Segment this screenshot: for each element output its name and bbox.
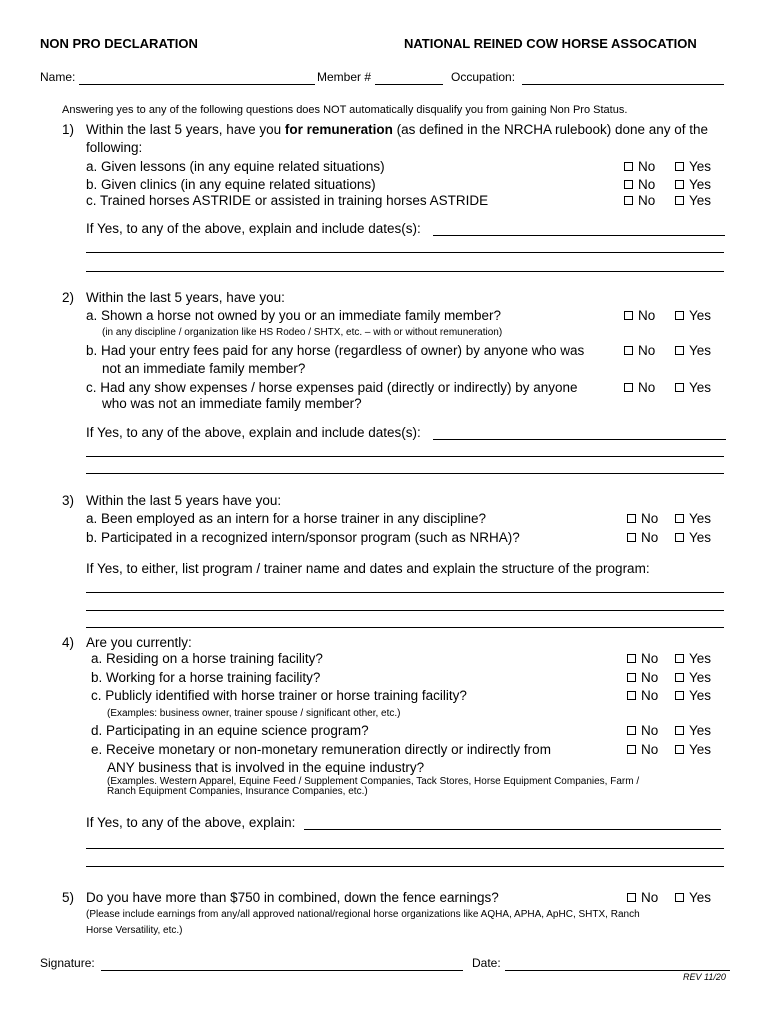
q4-item-c: c. Publicly identified with horse trainer or horse training facility? <box>91 688 467 703</box>
q3-number: 3) <box>62 493 75 508</box>
q2-number: 2) <box>62 290 75 305</box>
checkbox-icon[interactable] <box>675 745 684 754</box>
q2-explain-label: If Yes, to any of the above, explain and include dates(s): <box>86 425 421 440</box>
name-label: Name: <box>40 70 76 84</box>
q3-item-a: a. Been employed as an intern for a horse trainer in any discipline? <box>86 511 486 526</box>
q4-explain-label: If Yes, to any of the above, explain: <box>86 815 296 830</box>
q4e-yes-option[interactable]: Yes <box>675 742 711 757</box>
occupation-label: Occupation: <box>451 70 516 84</box>
q4d-yes-option[interactable]: Yes <box>675 723 711 738</box>
q4c-yes-option[interactable]: Yes <box>675 688 711 703</box>
intro-text: Answering yes to any of the following questions does NOT automatically disqualify you from gaining Non Pro Status. <box>62 104 628 116</box>
q3-explain-label: If Yes, to either, list program / trainer name and dates and explain the structure of the program: <box>86 561 650 576</box>
revision-label: REV 11/20 <box>683 972 726 982</box>
occupation-field-line[interactable] <box>522 84 724 85</box>
checkbox-icon[interactable] <box>675 311 684 320</box>
q4-item-d: d. Participating in an equine science program? <box>91 723 369 738</box>
q2b-no-option[interactable]: No <box>624 343 655 358</box>
q2-explain-line[interactable] <box>433 439 726 440</box>
name-field-line[interactable] <box>79 84 315 85</box>
q3-text: Within the last 5 years have you: <box>86 493 282 508</box>
q2-explain-line[interactable] <box>86 456 724 457</box>
q1a-yes-option[interactable]: Yes <box>675 159 711 174</box>
checkbox-icon[interactable] <box>675 691 684 700</box>
q3a-no-option[interactable]: No <box>627 511 658 526</box>
checkbox-icon[interactable] <box>675 654 684 663</box>
checkbox-icon[interactable] <box>627 654 636 663</box>
q4-item-b: b. Working for a horse training facility? <box>91 670 321 685</box>
checkbox-icon[interactable] <box>627 533 636 542</box>
q1-explain-line[interactable] <box>86 271 724 272</box>
checkbox-icon[interactable] <box>675 514 684 523</box>
q1-explain-line[interactable] <box>433 235 725 236</box>
checkbox-icon[interactable] <box>624 346 633 355</box>
member-number-field-line[interactable] <box>375 84 443 85</box>
q1-item-a: a. Given lessons (in any equine related situations) <box>86 159 385 174</box>
checkbox-icon[interactable] <box>627 893 636 902</box>
checkbox-icon[interactable] <box>624 311 633 320</box>
checkbox-icon[interactable] <box>675 383 684 392</box>
q1-text: Within the last 5 years, have you for remuneration (as defined in the NRCHA rulebook) done any of the <box>86 122 709 137</box>
checkbox-icon[interactable] <box>627 673 636 682</box>
q4d-no-option[interactable]: No <box>627 723 658 738</box>
form-title: NON PRO DECLARATION <box>40 36 198 51</box>
q5-note: (Please include earnings from any/all approved national/regional horse organizations like AQHA, APHA, ApHC, SHTX, Ranch <box>86 909 640 920</box>
q4c-no-option[interactable]: No <box>627 688 658 703</box>
q2-text: Within the last 5 years, have you: <box>86 290 285 305</box>
q5-no-option[interactable]: No <box>627 890 658 905</box>
q2c-no-option[interactable]: No <box>624 380 655 395</box>
q4-explain-line[interactable] <box>304 829 721 830</box>
q4-item-e: e. Receive monetary or non-monetary remuneration directly or indirectly from <box>91 742 551 757</box>
q3a-yes-option[interactable]: Yes <box>675 511 711 526</box>
q4a-no-option[interactable]: No <box>627 651 658 666</box>
date-field-line[interactable] <box>505 970 730 971</box>
q4-explain-line[interactable] <box>86 866 724 867</box>
checkbox-icon[interactable] <box>675 726 684 735</box>
q2-item-c: c. Had any show expenses / horse expenses paid (directly or indirectly) by anyone <box>86 380 578 395</box>
q4b-no-option[interactable]: No <box>627 670 658 685</box>
checkbox-icon[interactable] <box>624 180 633 189</box>
checkbox-icon[interactable] <box>627 745 636 754</box>
q2a-yes-option[interactable]: Yes <box>675 308 711 323</box>
checkbox-icon[interactable] <box>627 691 636 700</box>
checkbox-icon[interactable] <box>675 893 684 902</box>
date-label: Date: <box>472 956 501 970</box>
q2-item-a: a. Shown a horse not owned by you or an immediate family member? <box>86 308 501 323</box>
q5-text: Do you have more than $750 in combined, down the fence earnings? <box>86 890 499 905</box>
q3b-no-option[interactable]: No <box>627 530 658 545</box>
q4-item-c-note: (Examples: business owner, trainer spouse / significant other, etc.) <box>107 708 401 719</box>
q4-item-e-note: (Examples. Western Apparel, Equine Feed / Supplement Companies, Tack Stores, Horse Equipment Companies, Farm / <box>107 776 640 787</box>
checkbox-icon[interactable] <box>675 180 684 189</box>
q4b-yes-option[interactable]: Yes <box>675 670 711 685</box>
q5-yes-option[interactable]: Yes <box>675 890 711 905</box>
checkbox-icon[interactable] <box>675 533 684 542</box>
q2-item-b-line2: not an immediate family member? <box>102 361 306 376</box>
q4-item-e-line2: ANY business that is involved in the equine industry? <box>107 760 425 775</box>
q5-number: 5) <box>62 890 75 905</box>
q3-explain-line[interactable] <box>86 592 724 593</box>
checkbox-icon[interactable] <box>675 673 684 682</box>
q1b-no-option[interactable]: No <box>624 177 655 192</box>
q2-item-c-line2: who was not an immediate family member? <box>102 396 362 411</box>
q3-explain-line[interactable] <box>86 627 724 628</box>
q2b-yes-option[interactable]: Yes <box>675 343 711 358</box>
q2a-no-option[interactable]: No <box>624 308 655 323</box>
q5-note-line2: Horse Versatility, etc.) <box>86 925 183 936</box>
organization-title: NATIONAL REINED COW HORSE ASSOCATION <box>404 36 697 51</box>
q1-number: 1) <box>62 122 75 137</box>
checkbox-icon[interactable] <box>627 514 636 523</box>
q1a-no-option[interactable]: No <box>624 159 655 174</box>
q4-text: Are you currently: <box>86 635 192 650</box>
q3-item-b: b. Participated in a recognized intern/sponsor program (such as NRHA)? <box>86 530 520 545</box>
checkbox-icon[interactable] <box>624 162 633 171</box>
q1b-yes-option[interactable]: Yes <box>675 177 711 192</box>
q1-item-c: c. Trained horses ASTRIDE or assisted in training horses ASTRIDE <box>86 193 489 208</box>
checkbox-icon[interactable] <box>624 383 633 392</box>
q4-item-e-note-line2: Ranch Equipment Companies, Insurance Companies, etc.) <box>107 786 368 797</box>
checkbox-icon[interactable] <box>675 162 684 171</box>
checkbox-icon[interactable] <box>675 196 684 205</box>
q3-explain-line[interactable] <box>86 610 724 611</box>
member-label: Member # <box>317 70 372 84</box>
q2-item-b: b. Had your entry fees paid for any horse (regardless of owner) by anyone who was <box>86 343 585 358</box>
q4-explain-line[interactable] <box>86 848 724 849</box>
q1-text-line2: following: <box>86 140 143 155</box>
q1c-yes-option[interactable]: Yes <box>675 193 711 208</box>
q2-explain-line[interactable] <box>86 473 724 474</box>
q4-item-a: a. Residing on a horse training facility? <box>91 651 323 666</box>
q1c-no-option[interactable]: No <box>624 193 655 208</box>
signature-field-line[interactable] <box>101 970 463 971</box>
q4e-no-option[interactable]: No <box>627 742 658 757</box>
q1-explain-label: If Yes, to any of the above, explain and include dates(s): <box>86 221 421 236</box>
checkbox-icon[interactable] <box>627 726 636 735</box>
q2c-yes-option[interactable]: Yes <box>675 380 711 395</box>
q4-number: 4) <box>62 635 75 650</box>
q4a-yes-option[interactable]: Yes <box>675 651 711 666</box>
q1-item-b: b. Given clinics (in any equine related situations) <box>86 177 376 192</box>
q1-explain-line[interactable] <box>86 252 724 253</box>
signature-label: Signature: <box>40 956 95 970</box>
checkbox-icon[interactable] <box>675 346 684 355</box>
q2-item-a-note: (in any discipline / organization like HS Rodeo / SHTX, etc. – with or without remuneration) <box>102 327 503 338</box>
checkbox-icon[interactable] <box>624 196 633 205</box>
q3b-yes-option[interactable]: Yes <box>675 530 711 545</box>
